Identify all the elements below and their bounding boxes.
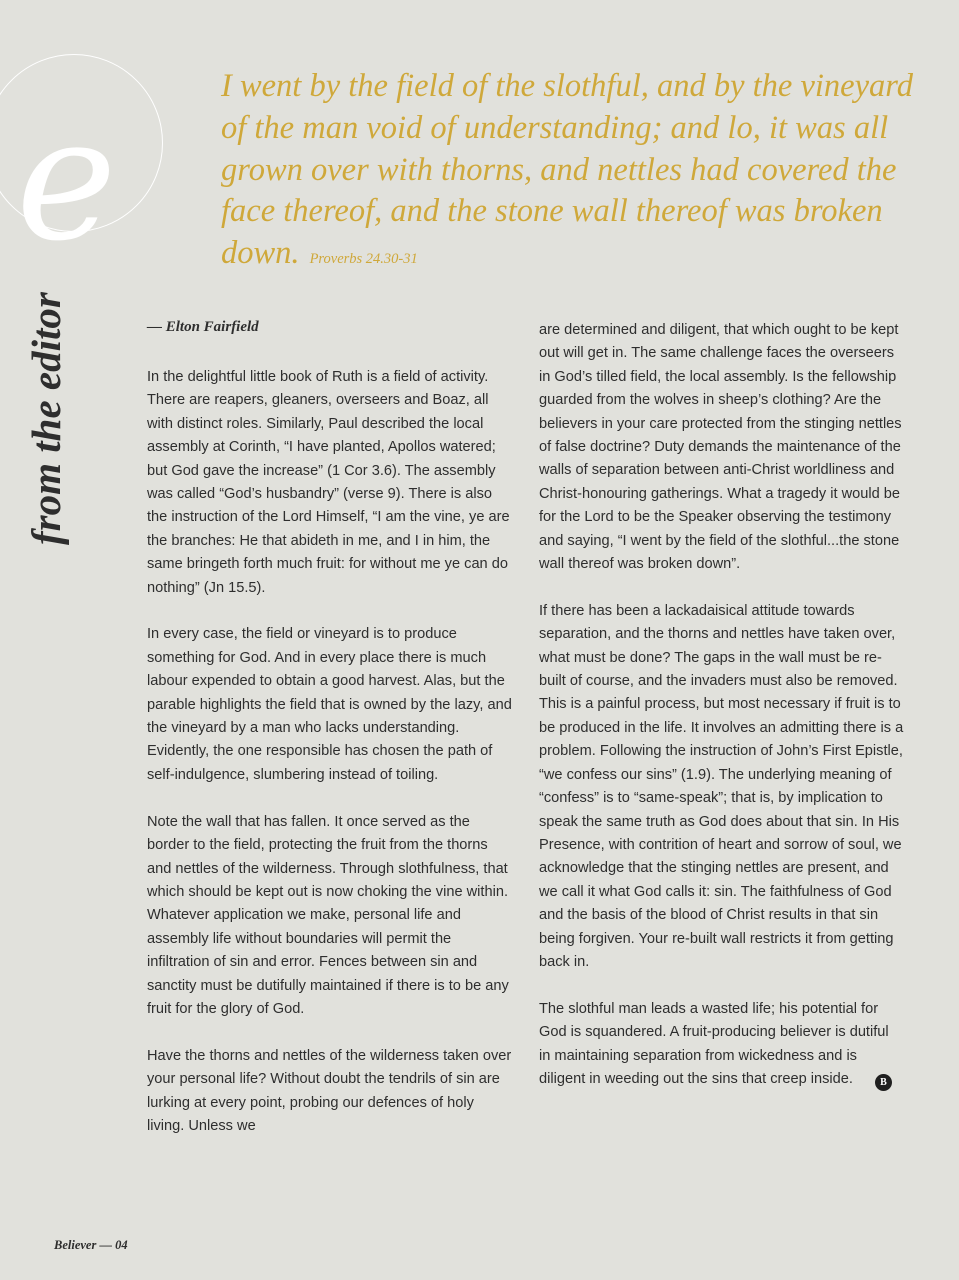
paragraph: Have the thorns and nettles of the wilderness taken over your personal life? Without doubt the tendrils of sin are lurking at every point, probing our defences of holy living. Unless we [147,1047,512,1134]
left-column [147,366,515,1162]
end-mark-icon: B [875,1074,892,1091]
page-footer: Believer — 04 [54,1238,128,1252]
logo-circle [0,54,163,279]
quote-text: I went by the field of the slothful, and by the vineyard of the man void of understanding; and lo, it was all grown over with thorns, and nettles had covered the face thereof, and the stone wall thereof was broken down. [221,68,913,272]
paragraph: If there has been a lackadaisical attitude towards separation, and the thorns and nettles have taken over, what must be done? The gaps in the wall must be re-built of course, and the invaders must also be removed. This is a painful process, but most necessary if fruit is to be produced in the life. It involves an admitting there is a problem. Following the instruction of John’s First Epistle, “we confess our sins” (1.9). The underlying meaning of “confess” is to “same-speak”; that is, by implication to speak the same truth as God does about that sin. In His Presence, with contrition of heart and sorrow of soul, we acknowledge that the stinging nettles are present, and we call it what God calls it: sin. The faithfulness of God and the basis of the blood of Christ results in that sin being forgiven. Your re-built wall restricts it from getting back in. [539,602,904,970]
paragraph: Note the wall that has fallen. It once served as the border to the field, protecting the fruit from the thorns and nettles of the wilderness. Through slothfulness, that which should be kept out is now choking the vine within. Whatever application we make, personal life and assembly life without boundaries will permit the infiltration of sin and error. Fences between sin and sanctity must be dutifully maintained if there is to be any fruit for the glory of God. [147,813,509,1017]
paragraph-text: The slothful man leads a wasted life; his potential for God is squandered. A fruit-producing believer is dutiful in maintaining separation from wickedness and is diligent in weeding out the sins that creep inside. [539,1000,889,1087]
pull-quote [221,66,941,281]
quote-reference: Proverbs 24.30-31 [309,251,418,268]
section-label: from the editor [23,292,69,545]
paragraph: In the delightful little book of Ruth is a field of activity. There are reapers, gleaners, overseers and Boaz, all with distinct roles. Similarly, Paul described the local assembly at Corinth, “I have planted, Apollos watered; but God gave the increase” (1 Cor 3.6). The assembly was called “God’s husbandry” (verse 9). There is also the instruction of the Lord Himself, “I am the vine, ye are the branches: He that abideth in me, and I in him, the same bringeth forth much fruit: for without me ye can do nothing” (Jn 15.5). [147,369,510,596]
author-byline: — Elton Fairfield [147,319,259,335]
paragraph: are determined and diligent, that which ought to be kept out will get in. The same challenge faces the overseers in God’s tilled field, the local assembly. Is the fellowship guarded from the wolves in sheep’s clothing? Are the believers in your care protected from the stinging nettles of false doctrine? Duty demands the maintenance of the walls of separation between anti-Christ worldliness and Christ-honouring gatherings. What a tragedy it would be for the Lord to be the Speaker observing the testimony and saying, “I went by the field of the slothful...the stone wall thereof was broken down”. [539,322,902,573]
paragraph [539,998,904,1092]
logo-letter: e [16,81,117,279]
paragraph: In every case, the field or vineyard is to produce something for God. And in every place there is much labour expended to obtain a good harvest. Alas, but the parable highlights the field that is owned by the lazy, and the vineyard by a man who lacks understanding. Evidently, the one responsible has chosen the path of self-indulgence, slumbering instead of toiling. [147,626,512,783]
right-column [539,319,904,1115]
